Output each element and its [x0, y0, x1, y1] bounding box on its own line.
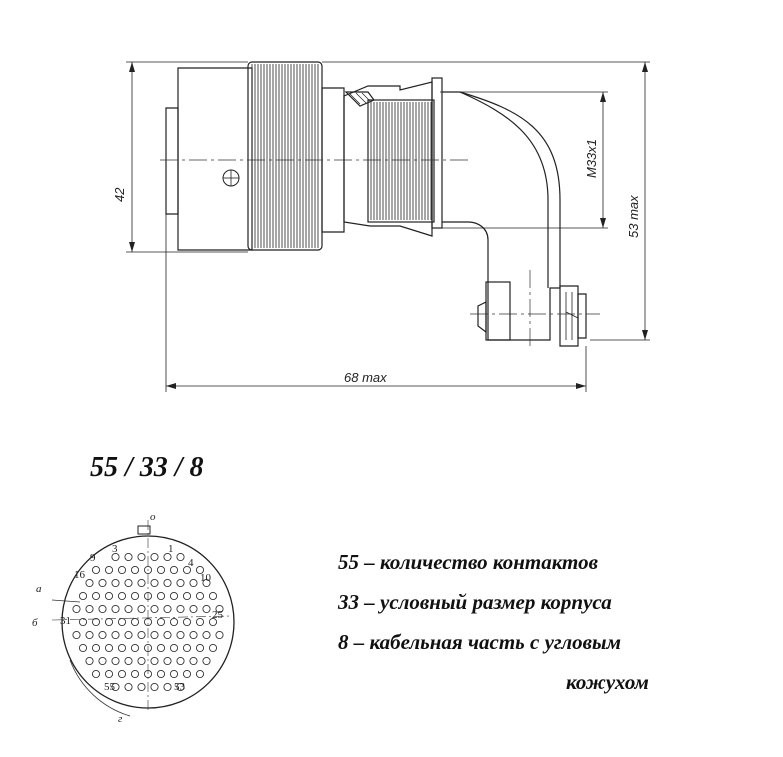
contact-pin: [196, 670, 203, 677]
contact-pin: [196, 618, 203, 625]
contact-pin: [125, 579, 132, 586]
contact-pin: [131, 592, 138, 599]
pin-label-31: 31: [60, 615, 71, 627]
legend-line-size: 33 – условный размер корпуса: [338, 590, 612, 614]
contact-pin: [190, 605, 197, 612]
angled-housing: [442, 92, 560, 340]
contact-pin: [125, 683, 132, 690]
contact-pin: [157, 670, 164, 677]
contact-pin: [112, 579, 119, 586]
cable-clamp: [560, 286, 578, 346]
legend-line-housing: кожухом: [566, 670, 649, 694]
contact-pin: [151, 605, 158, 612]
contact-pin: [190, 579, 197, 586]
contact-pin: [125, 657, 132, 664]
contact-pin: [118, 592, 125, 599]
contact-pin: [92, 566, 99, 573]
marker-g: г: [118, 713, 123, 725]
contact-pin: [99, 605, 106, 612]
contact-pin: [131, 618, 138, 625]
contact-pin: [118, 670, 125, 677]
contact-pin: [151, 631, 158, 638]
contact-pin: [170, 592, 177, 599]
contact-pin: [138, 605, 145, 612]
contact-pin: [125, 605, 132, 612]
contact-pin: [138, 631, 145, 638]
contact-pin: [203, 657, 210, 664]
contact-pin: [105, 644, 112, 651]
contact-pin: [86, 579, 93, 586]
contact-pin: [151, 683, 158, 690]
contact-pin: [183, 592, 190, 599]
contact-pin: [86, 657, 93, 664]
pin-label-3: 3: [112, 543, 118, 555]
pin-label-53: 53: [174, 681, 185, 693]
contact-pin: [151, 579, 158, 586]
contact-pin: [209, 592, 216, 599]
contact-pin: [170, 644, 177, 651]
legend-line-contacts: 55 – количество контактов: [338, 550, 598, 574]
contact-pin: [157, 618, 164, 625]
contact-pin: [190, 631, 197, 638]
legend-line-cable-part: 8 – кабельная часть с угловым: [338, 630, 622, 654]
contact-pin: [170, 566, 177, 573]
marker-o: о: [150, 511, 156, 523]
contact-pin: [73, 605, 80, 612]
contact-pin: [203, 605, 210, 612]
dim-max-length-label: 68 max: [344, 370, 387, 385]
contact-pin: [157, 644, 164, 651]
connector-body-left: [178, 68, 252, 250]
contact-pin: [190, 657, 197, 664]
contact-pin: [151, 657, 158, 664]
contact-pin: [183, 670, 190, 677]
contact-pin: [138, 553, 145, 560]
contact-pin: [125, 631, 132, 638]
contact-pin: [164, 683, 171, 690]
contact-pin: [86, 631, 93, 638]
contact-pin: [105, 670, 112, 677]
threaded-sleeve-knurl: [371, 102, 431, 220]
contact-pin: [138, 579, 145, 586]
contact-pin: [118, 566, 125, 573]
contact-pin: [151, 553, 158, 560]
contact-pin: [131, 644, 138, 651]
contact-pin: [177, 657, 184, 664]
coupling-nut-knurl: [252, 64, 318, 248]
contact-pin: [138, 683, 145, 690]
marker-b: б: [32, 617, 38, 629]
pin-label-16: 16: [74, 569, 85, 581]
contact-pin: [196, 592, 203, 599]
contact-pin: [196, 644, 203, 651]
pin-label-25: 25: [212, 609, 223, 621]
dim-thread-label: M33x1: [584, 138, 599, 178]
contact-pin: [157, 592, 164, 599]
contact-pin: [99, 631, 106, 638]
pin-label-10: 10: [200, 572, 211, 584]
contact-pin: [105, 566, 112, 573]
contact-pin: [118, 644, 125, 651]
contact-pin: [164, 605, 171, 612]
contact-pin: [86, 605, 93, 612]
marker-a: а: [36, 583, 42, 595]
pin-label-1: 1: [168, 543, 174, 555]
pin-label-4: 4: [188, 557, 194, 569]
contact-pin: [112, 657, 119, 664]
contact-pin: [164, 657, 171, 664]
contact-pin: [138, 657, 145, 664]
legend: [338, 548, 649, 708]
code-title: 55 / 33 / 8: [90, 452, 204, 483]
pin-face: [32, 511, 234, 725]
contact-pin: [73, 631, 80, 638]
dim-height-label: 42: [112, 187, 127, 202]
contact-pin: [177, 579, 184, 586]
contact-pin: [164, 631, 171, 638]
contact-pin: [183, 644, 190, 651]
contact-pin: [203, 631, 210, 638]
contact-pin: [99, 657, 106, 664]
contact-pin: [105, 592, 112, 599]
contact-pin: [157, 566, 164, 573]
contact-pin: [92, 592, 99, 599]
contact-pin: [92, 618, 99, 625]
contact-pin: [177, 553, 184, 560]
contact-pin: [209, 644, 216, 651]
dim-max-height-label: 53 max: [626, 195, 641, 238]
contact-pin: [79, 644, 86, 651]
contact-pin: [177, 605, 184, 612]
contact-pin: [216, 631, 223, 638]
contact-pin: [131, 670, 138, 677]
contact-pin: [118, 618, 125, 625]
contact-pin: [112, 631, 119, 638]
contact-pin: [164, 579, 171, 586]
contact-pin: [112, 605, 119, 612]
contact-pin: [183, 618, 190, 625]
contact-pin: [79, 592, 86, 599]
contact-pin: [170, 618, 177, 625]
contact-pin: [170, 670, 177, 677]
contact-pin: [131, 566, 138, 573]
contact-pin: [92, 670, 99, 677]
pin-label-9: 9: [90, 552, 96, 564]
pin-label-55: 55: [104, 681, 115, 693]
contact-pin: [99, 579, 106, 586]
connector-flange: [166, 108, 178, 214]
contact-pin: [125, 553, 132, 560]
contact-pin: [92, 644, 99, 651]
contact-pin: [177, 631, 184, 638]
contact-pin: [105, 618, 112, 625]
